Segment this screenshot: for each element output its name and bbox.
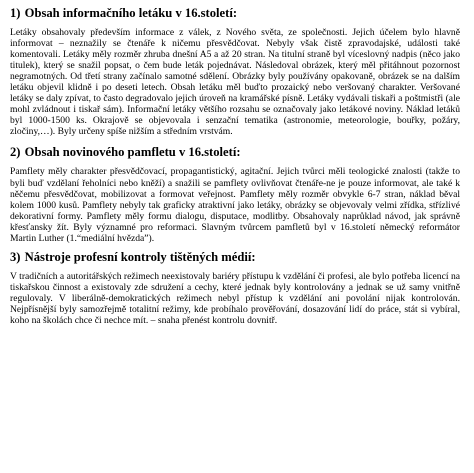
section-number: 3) [10, 249, 21, 264]
section-media-control-tools [8, 250, 466, 326]
section-heading [8, 250, 466, 265]
section-title: Obsah novinového pamfletu v 16.století: [24, 145, 241, 160]
section-title: Obsah informačního letáku v 16.století: [24, 6, 238, 20]
section-number: 2) [10, 145, 21, 160]
section-paragraph: Pamflety měly charakter přesvědčovací, propagantistický, agitační. Jejich tvůrci měli teologické znalosti (takže to byli buď vzdělaní řeholníci nebo kněží) a snažili se pamflety ovlivňovat čtenáře-ne je pouze informovat, ale také k něčemu přesvědčovat, mobilizovat a formovat veřejnost. Pamflety měly rozměr obvykle 6-7 stran, náklad běval kolem 1000 kusů. Pamflety nebyly tak graficky atraktivní jako letáky, obrázky se objevovaly velmi zřídka, střízlivé dekorativní formy. Pamflety měly formu dialogu, disputace, modlitby. Obsahovaly naprůklad návod, jak správně křesťansky žít. Byly významné pro reformaci. Slavným tvůrcem pamfletů byl v 16.století německý reformátor Martin Luther (1.“mediální hvězda”). [10, 166, 460, 244]
section-leaflet-content [8, 6, 466, 137]
section-paragraph: V tradičních a autoritářských režimech neexistovaly bariéry přístupu k vzdělání či profesi, ale bylo potřeba licencí na tiskařskou činnost a existovaly zde sdružení a cechy, které jednak byly kontrolovány a jednak se už samy vnitřně regulovaly. V liberálně-demokratických režimech nebyl přístup k vzdělání ani povolání nijak kontrolován. Nejpřísnější byly samozřejmě totalitní režimy, kde probíhalo prověřování, dosazování lidí do práce, stát si vybíral, koho na školách chce či nechce mít. – snaha přenést kontrolu dovnitř. [10, 270, 460, 326]
section-pamphlet-content [8, 145, 466, 243]
section-title: Nástroje profesní kontroly tištěných médií: [24, 249, 256, 264]
section-heading [8, 6, 466, 21]
section-heading [8, 145, 466, 160]
section-paragraph: Letáky obsahovaly především informace z válek, z Nového světa, ze společnosti. Jejich účelem bylo hlavně informovat – neznažily se čtenáře k ničemu přesvědčovat. Nebyly však čistě zpravodajské, události také komentovali. Letáky měly rozměr zhruba dnešní A5 a až 20 stran. Na titulní straně byl víceslovný nadpis (něco jako titulek), který se snažil popsat, o čem bude leták pojednávat. Následoval obrázek, který měl přitáhnout pozornost negramotných. Od třetí strany začínalo samotné sdělení. Obrázky byly používány opakovaně, obrázek se na dalším letáku objevil klidně i po deseti letech. Obsah letáku měl buďto prozaický nebo veršovaný charakter. Veršované letáky se daly zpívat, to často degradovalo jejich úroveň na kramářské písně. Letáky vydávali tiskaři a poštmistři (ale mohl zvládnout i tiskař sám). Informační letáky většího rozsahu se označovaly jako letákové noviny. Náklad letáků byl 1000-1500 ks. Okrajově se objevovala i senzační tematika (astronomie, meteorologie, bouřky, požáry, zločiny,…). Byly určeny spíše nižším a středním vrstvám. [10, 27, 460, 138]
section-number: 1) [10, 6, 21, 20]
